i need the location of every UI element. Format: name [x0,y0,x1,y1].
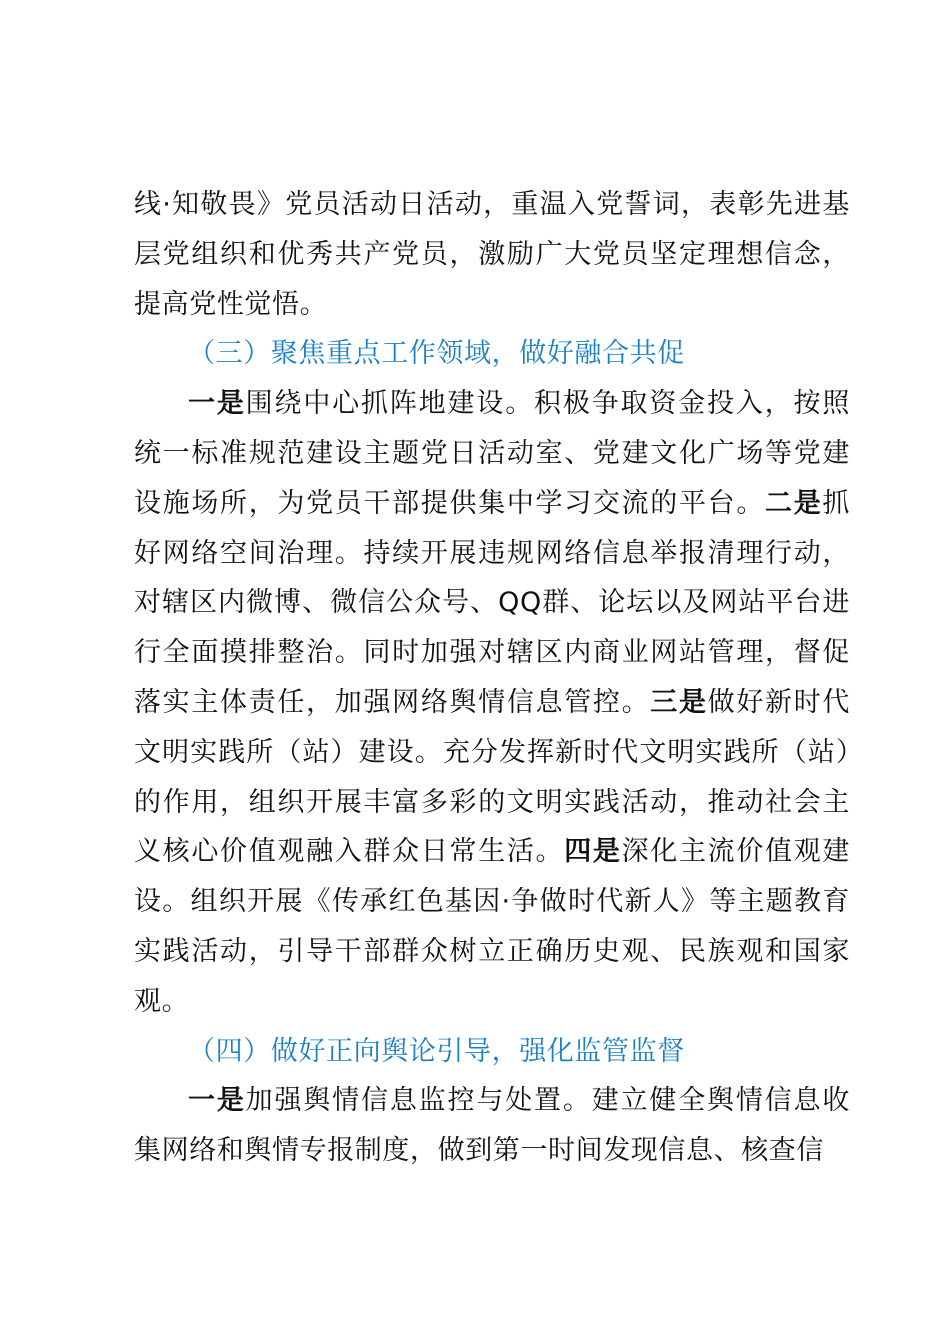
lead-phrase: 一是 [188,1085,246,1117]
paragraph-text: 抓好网络空间治理。持续开展违规网络信息举报清理行动，对辖区内微博、微信公众号、QQ群、论坛以及网站平台进行全面摸排整治。同时加强对辖区内商业网站管理，督促落实主体责任，加强网络舆情信息管控。 [134,487,851,718]
paragraph-section-3 [134,379,850,1026]
document-body [134,180,850,1176]
lead-phrase: 三是 [650,686,708,718]
lead-phrase: 四是 [564,836,622,868]
lead-phrase: 二是 [765,487,823,519]
section-heading-4: （四）做好正向舆论引导，强化监管监督 [188,1035,685,1067]
paragraph-text: 做好新时代文明实践所（站）建设。充分发挥新时代文明实践所（站）的作用，组织开展丰富多彩的文明实践活动，推动社会主义核心价值观融入群众日常生活。 [134,686,851,868]
paragraph-text: 围绕中心抓阵地建设。积极争取资金投入，按照统一标准规范建设主题党日活动室、党建文化广场等党建设施场所，为党员干部提供集中学习交流的平台。 [134,388,850,519]
paragraph-continuation: 线·知敬畏》党员活动日活动，重温入党誓词，表彰先进基层党组织和优秀共产党员，激励广大党员坚定理想信念，提高党性觉悟。 [134,189,850,320]
section-heading-3: （三）聚焦重点工作领域，做好融合共促 [188,338,685,370]
lead-phrase: 一是 [188,388,246,420]
paragraph-text: 加强舆情信息监控与处置。建立健全舆情信息收集网络和舆情专报制度，做到第一时间发现信息、核查信 [134,1085,850,1167]
paragraph-section-4 [134,1076,850,1176]
paragraph-text: 深化主流价值观建设。组织开展《传承红色基因·争做时代新人》等主题教育实践活动，引导干部群众树立正确历史观、民族观和国家观。 [134,836,851,1017]
